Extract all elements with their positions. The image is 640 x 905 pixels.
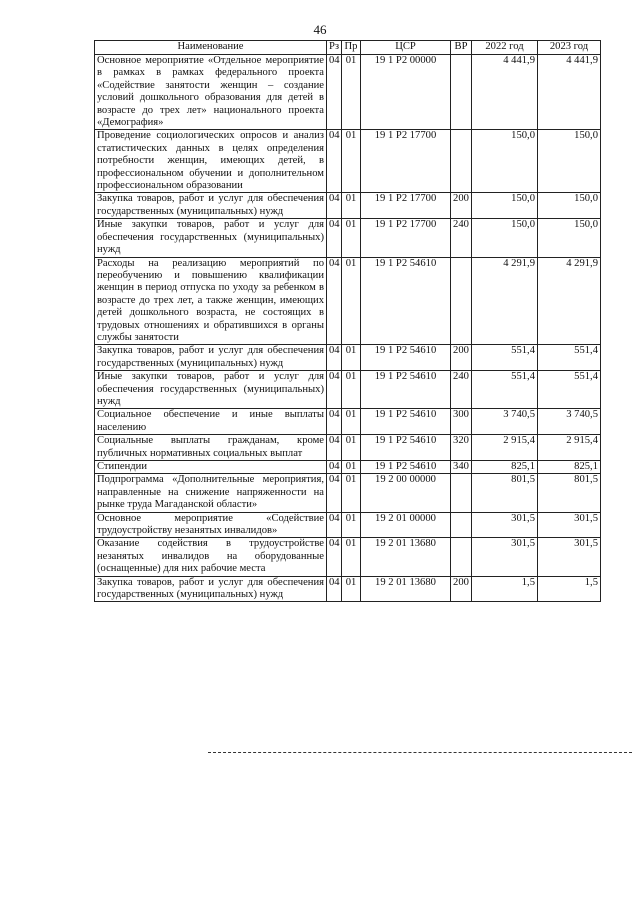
- row-pr: 01: [342, 130, 361, 193]
- row-2023: 551,4: [538, 345, 601, 371]
- row-csr: 19 1 Р2 00000: [361, 55, 451, 130]
- row-pr: 01: [342, 409, 361, 435]
- row-2022: 301,5: [472, 538, 538, 576]
- row-2023: 301,5: [538, 538, 601, 576]
- table-row: [95, 219, 601, 257]
- table-header-row: [95, 41, 601, 55]
- row-name: Закупка товаров, работ и услуг для обеспечения государственных (муниципальных) нужд: [95, 193, 327, 219]
- row-pr: 01: [342, 512, 361, 538]
- row-2023: 825,1: [538, 461, 601, 474]
- row-2022: 801,5: [472, 474, 538, 512]
- row-2022: 150,0: [472, 130, 538, 193]
- row-csr: 19 1 Р2 54610: [361, 409, 451, 435]
- row-csr: 19 2 01 00000: [361, 512, 451, 538]
- row-2023: 301,5: [538, 512, 601, 538]
- row-csr: 19 1 Р2 17700: [361, 219, 451, 257]
- row-csr: 19 1 Р2 54610: [361, 461, 451, 474]
- header-vr: ВР: [451, 41, 472, 55]
- row-rz: 04: [327, 474, 342, 512]
- row-2022: 2 915,4: [472, 435, 538, 461]
- row-2022: 551,4: [472, 345, 538, 371]
- row-rz: 04: [327, 130, 342, 193]
- row-vr: 200: [451, 576, 472, 602]
- row-2022: 301,5: [472, 512, 538, 538]
- row-rz: 04: [327, 435, 342, 461]
- row-name: Иные закупки товаров, работ и услуг для обеспечения государственных (муниципальных) нужд: [95, 219, 327, 257]
- row-vr: 320: [451, 435, 472, 461]
- row-vr: 240: [451, 371, 472, 409]
- row-pr: 01: [342, 461, 361, 474]
- row-2022: 1,5: [472, 576, 538, 602]
- row-csr: 19 1 Р2 17700: [361, 193, 451, 219]
- table-row: [95, 130, 601, 193]
- row-2022: 551,4: [472, 371, 538, 409]
- row-vr: 200: [451, 345, 472, 371]
- page-number: 46: [313, 22, 327, 37]
- row-vr: [451, 257, 472, 345]
- row-rz: 04: [327, 538, 342, 576]
- row-rz: 04: [327, 257, 342, 345]
- table-row: [95, 512, 601, 538]
- row-pr: 01: [342, 371, 361, 409]
- row-vr: 340: [451, 461, 472, 474]
- row-2023: 801,5: [538, 474, 601, 512]
- row-2023: 4 291,9: [538, 257, 601, 345]
- header-rz: Рз: [327, 41, 342, 55]
- row-2023: 2 915,4: [538, 435, 601, 461]
- row-name: Проведение социологических опросов и анализ статистических данных в целях определения потребности женщин, имеющих детей, в профессиональном обучении и дополнительном профессиональном образовании: [95, 130, 327, 193]
- table-row: [95, 345, 601, 371]
- row-2022: 4 291,9: [472, 257, 538, 345]
- row-rz: 04: [327, 512, 342, 538]
- header-2023: 2023 год: [538, 41, 601, 55]
- row-2022: 150,0: [472, 193, 538, 219]
- row-2023: 1,5: [538, 576, 601, 602]
- row-pr: 01: [342, 257, 361, 345]
- row-2023: 150,0: [538, 193, 601, 219]
- row-pr: 01: [342, 193, 361, 219]
- row-name: Основное мероприятие «Отдельное мероприятие в рамках в рамках федерального проекта «Содействие занятости женщин – создание условий дошкольного образования для детей в возрасте до трех лет» национального проекта «Демография»: [95, 55, 327, 130]
- row-2023: 150,0: [538, 130, 601, 193]
- row-rz: 04: [327, 219, 342, 257]
- row-rz: 04: [327, 345, 342, 371]
- budget-table: [94, 40, 601, 602]
- row-name: Социальное обеспечение и иные выплаты населению: [95, 409, 327, 435]
- table-row: [95, 474, 601, 512]
- footer-divider: [208, 752, 632, 753]
- row-vr: [451, 538, 472, 576]
- row-pr: 01: [342, 345, 361, 371]
- row-rz: 04: [327, 409, 342, 435]
- row-name: Социальные выплаты гражданам, кроме публичных нормативных социальных выплат: [95, 435, 327, 461]
- row-csr: 19 1 Р2 54610: [361, 371, 451, 409]
- row-2023: 4 441,9: [538, 55, 601, 130]
- table-row: [95, 55, 601, 130]
- row-vr: 240: [451, 219, 472, 257]
- row-pr: 01: [342, 576, 361, 602]
- row-csr: 19 1 Р2 54610: [361, 435, 451, 461]
- row-2022: 825,1: [472, 461, 538, 474]
- row-name: Стипендии: [95, 461, 327, 474]
- row-2023: 3 740,5: [538, 409, 601, 435]
- row-rz: 04: [327, 371, 342, 409]
- row-csr: 19 2 00 00000: [361, 474, 451, 512]
- row-name: Расходы на реализацию мероприятий по переобучению и повышению квалификации женщин в период отпуска по уходу за ребенком в возрасте до трех лет, а также женщин, имеющих детей дошкольного возраста, не состоящих в трудовых отношениях и обратившихся в органы службы занятости: [95, 257, 327, 345]
- row-2022: 4 441,9: [472, 55, 538, 130]
- row-vr: [451, 474, 472, 512]
- row-pr: 01: [342, 435, 361, 461]
- row-name: Основное мероприятие «Содействие трудоустройству незанятых инвалидов»: [95, 512, 327, 538]
- table-row: [95, 257, 601, 345]
- row-name: Иные закупки товаров, работ и услуг для обеспечения государственных (муниципальных) нужд: [95, 371, 327, 409]
- row-vr: 200: [451, 193, 472, 219]
- table-row: [95, 461, 601, 474]
- row-rz: 04: [327, 576, 342, 602]
- row-csr: 19 2 01 13680: [361, 538, 451, 576]
- row-pr: 01: [342, 219, 361, 257]
- row-pr: 01: [342, 538, 361, 576]
- row-csr: 19 2 01 13680: [361, 576, 451, 602]
- table-row: [95, 576, 601, 602]
- row-vr: [451, 55, 472, 130]
- row-csr: 19 1 Р2 54610: [361, 345, 451, 371]
- row-rz: 04: [327, 55, 342, 130]
- table-row: [95, 435, 601, 461]
- row-pr: 01: [342, 474, 361, 512]
- row-rz: 04: [327, 461, 342, 474]
- table-row: [95, 193, 601, 219]
- row-2023: 150,0: [538, 219, 601, 257]
- table-row: [95, 409, 601, 435]
- row-csr: 19 1 Р2 54610: [361, 257, 451, 345]
- row-2023: 551,4: [538, 371, 601, 409]
- table-row: [95, 371, 601, 409]
- row-name: Закупка товаров, работ и услуг для обеспечения государственных (муниципальных) нужд: [95, 345, 327, 371]
- row-pr: 01: [342, 55, 361, 130]
- row-2022: 3 740,5: [472, 409, 538, 435]
- row-name: Оказание содействия в трудоустройстве незанятых инвалидов на оборудованные (оснащенные) для них рабочие места: [95, 538, 327, 576]
- header-pr: Пр: [342, 41, 361, 55]
- row-csr: 19 1 Р2 17700: [361, 130, 451, 193]
- row-name: Подпрограмма «Дополнительные мероприятия, направленные на снижение напряженности на рынке труда Магаданской области»: [95, 474, 327, 512]
- row-vr: 300: [451, 409, 472, 435]
- header-2022: 2022 год: [472, 41, 538, 55]
- table-row: [95, 538, 601, 576]
- row-rz: 04: [327, 193, 342, 219]
- header-csr: ЦСР: [361, 41, 451, 55]
- row-vr: [451, 512, 472, 538]
- row-vr: [451, 130, 472, 193]
- row-name: Закупка товаров, работ и услуг для обеспечения государственных (муниципальных) нужд: [95, 576, 327, 602]
- row-2022: 150,0: [472, 219, 538, 257]
- header-name: Наименование: [95, 41, 327, 55]
